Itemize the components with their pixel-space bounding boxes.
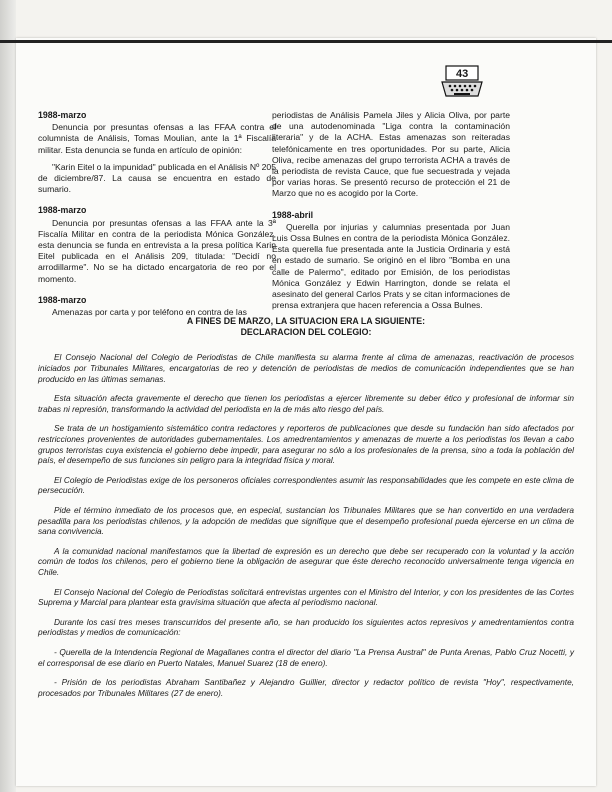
declaration-paragraph: Esta situación afecta gravemente el derecho que tienen los periodistas a ejercer libremente su deber ético y profesional de informar sin trabas ni represión, transformando la actividad del periodista en la de más alto riesgo del país. <box>38 392 574 414</box>
scan-binding-shadow <box>0 0 16 792</box>
declaration-list-item: - Querella de la Intendencia Regional de Magallanes contra el director del diario "La Prensa Austral" de Punta Arenas, Pablo Cruz Nocetti, y el corresponsal de ese diario en Puerto Natales, Manuel Suarez (18 de enero). <box>38 646 574 668</box>
declaration-paragraph: Durante los casi tres meses transcurridos del presente año, se han producido los siguientes actos represivos y amedrentamientos contra periodistas y medios de comunicación: <box>38 616 574 638</box>
declaration-paragraph: Se trata de un hostigamiento sistemático contra redactores y reporteros de publicaciones que desde su fundación han sido afectados por restricciones provenientes de autoridades gubernamentales. Los amedrentamientos y amenazas de muerte a los periodistas los llevan a cabo grupos terroristas cuya existencia el gobierno debe impedir, para asegurar no sólo a los profesionales de la prensa, sino a toda la población del país, el desempeño de sus funciones sin peligro para la integridad física y moral. <box>38 422 574 466</box>
entry-paragraph: Querella por injurias y calumnias presentada por Juan Luis Ossa Bulnes en contra de la periodista Mónica González. Esta querella fue presentada ante la Justicia Ordinaria y está en estado de sumario. Se originó en el libro "Bomba en una calle de Palermo", editado por Emisión, de los periodistas Mónica González y Edwin Harrington, donde se relata el asesinato del general Carlos Prats y se citan informaciones de prensa extranjera que hacen referencia a Ossa Bulnes. <box>272 221 510 311</box>
declaration-body <box>38 352 574 698</box>
entry-paragraph: periodistas de Análisis Pamela Jiles y Alicia Oliva, por parte de una autodenominada "Liga contra la contaminación literaria" y de la ACHA. Estas amenazas son reiteradas telefónicamente en tres oportunidades. Por su parte, Alicia Oliva, recibe amenazas del grupo terrorista ACHA a través de la periodista de revista Cauce, que fue secuestrada y vejada por varias horas. Se presentó recurso de protección el 21 de Marzo que no es acogido por la Corte. <box>272 110 510 199</box>
declaration-list-item: - Prisión de los periodistas Abraham Santibañez y Alejandro Guillier, director y redactor político de revista "Hoy", respectivamente, procesados por Tribunales Militares (27 de enero). <box>38 676 574 698</box>
entry-paragraph: Denuncia por presuntas ofensas a las FFAA ante la 3ª Fiscalía Militar en contra de la periodista Mónica González, esta denuncia se funda en entrevista a la presa política Karin Eitel publicada en el Análisis 209, titulada: "Decidí no arrodillarme". No se ha dictado encargatoria de reo por el momento. <box>38 217 276 284</box>
left-column <box>38 110 276 318</box>
entry <box>272 210 510 312</box>
declaration-subtitle: DECLARACION DEL COLEGIO: <box>240 327 372 337</box>
declaration-paragraph: El Colegio de Periodistas exige de los personeros oficiales correspondientes asumir las responsabilidades que les compete en este clima de persecución. <box>38 474 574 496</box>
top-rule <box>0 40 612 43</box>
declaration-paragraph: El Consejo Nacional del Colegio de Periodistas solicitará entrevistas urgentes con el Ministro del Interior, y con los presidentes de las Cortes Suprema y Marcial para plantear esta gravísima situación que afecta al periodismo nacional. <box>38 586 574 608</box>
declaration-paragraph: Pide el término inmediato de los procesos que, en especial, sustancian los Tribunales Militares que se han convertido en una verdadera pesadilla para los periodistas chilenos, y la adopción de medidas que signifique que el desempeño profesional pueda ejercerse en un clima de sana convivencia. <box>38 504 574 537</box>
entry-paragraph: Amenazas por carta y por teléfono en contra de las <box>52 307 247 318</box>
entry-date: 1988-marzo <box>38 294 87 305</box>
entry-date: 1988-marzo <box>38 205 87 216</box>
declaration-title: A FINES DE MARZO, LA SITUACION ERA LA SIGUIENTE: <box>186 316 426 326</box>
declaration-paragraph: El Consejo Nacional del Colegio de Periodistas de Chile manifiesta su alarma frente al clima de amenazas, reactivación de procesos iniciados por Tribunales Militares, encargatorias de reo y detención de periodistas de medios de comunicación independientes que se han producido en las últimas semanas. <box>38 352 574 384</box>
entry <box>38 295 276 318</box>
entry <box>38 205 276 284</box>
entry-date: 1988-marzo <box>38 110 87 120</box>
entry-paragraph: "Karin Eitel o la impunidad" publicada en el Análisis Nº 205 de diciembre/87. La causa se encuentra en estado de sumario. <box>38 161 276 195</box>
declaration-section <box>38 316 574 707</box>
declaration-paragraph: A la comunidad nacional manifestamos que la libertad de expresión es un derecho que debe ser recuperado con la voluntad y la acción común de todos los chilenos, pero el gobierno tiene la obligación de asegurar que éste derecho reconocido universalmente tenga vigencia en Chile. <box>38 545 574 578</box>
entry <box>272 110 510 200</box>
right-column <box>272 110 510 311</box>
page-number: 43 <box>456 68 469 80</box>
entry-paragraph: Denuncia por presuntas ofensas a las FFAA contra el columnista de Análisis, Tomas Moulian, ante la 1ª Fiscalía militar. Esta denuncia se funda en artículo de opinión: <box>38 122 276 155</box>
entry <box>38 110 276 195</box>
entry-date: 1988-abril <box>272 209 314 220</box>
